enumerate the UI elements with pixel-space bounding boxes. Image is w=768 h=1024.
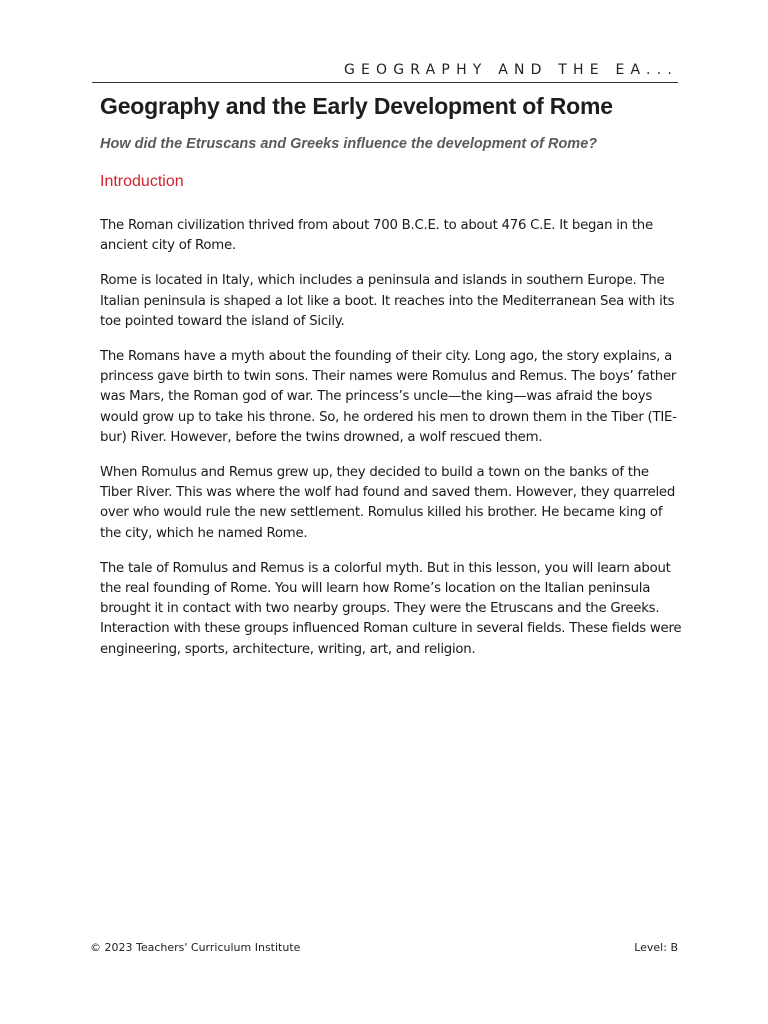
paragraph-2: Rome is located in Italy, which includes a peninsula and islands in southern Europe. The Italian peninsula is shaped a lot like a boot. It reaches into the Mediterranean Sea with its toe pointed toward the island of Sicily.: [100, 273, 675, 329]
lesson-title: Geography and the Early Development of Rome: [100, 93, 613, 119]
header-divider: [92, 82, 678, 83]
paragraph-4: When Romulus and Remus grew up, they decided to build a town on the banks of the Tiber River. This was where the wolf had found and saved them. However, they quarreled over who would rule the new settlement. Romulus killed his brother. He became king of the city, which he named Rome.: [100, 465, 676, 541]
paragraph-3: The Romans have a myth about the founding of their city. Long ago, the story explains, a princess gave birth to twin sons. Their names were Romulus and Remus. The boys’ father was Mars, the Roman god of war. The princess’s uncle—the king—was afraid the boys would grow up to take his throne. So, he ordered his men to drown them in the Tiber (TIE-bur) River. However, before the twins drowned, a wolf rescued them.: [100, 349, 677, 445]
footer-copyright: © 2023 Teachers' Curriculum Institute: [90, 941, 301, 954]
section-heading-introduction: Introduction: [100, 173, 184, 190]
running-header-title: GEOGRAPHY AND THE EA...: [343, 62, 678, 78]
footer-level: Level: B: [634, 941, 678, 954]
paragraph-5: The tale of Romulus and Remus is a colorful myth. But in this lesson, you will learn about the real founding of Rome. You will learn how Rome’s location on the Italian peninsula brought it in contact with two nearby groups. They were the Etruscans and the Greeks. Interaction with these groups influenced Roman culture in several fields. These fields were engineering, sports, architecture, writing, art, and religion.: [100, 560, 682, 657]
paragraph-1: The Roman civilization thrived from about 700 B.C.E. to about 476 C.E. It began in the ancient city of Rome.: [100, 218, 653, 254]
essential-question: How did the Etruscans and Greeks influence the development of Rome?: [100, 136, 598, 152]
lesson-body: [100, 216, 682, 675]
